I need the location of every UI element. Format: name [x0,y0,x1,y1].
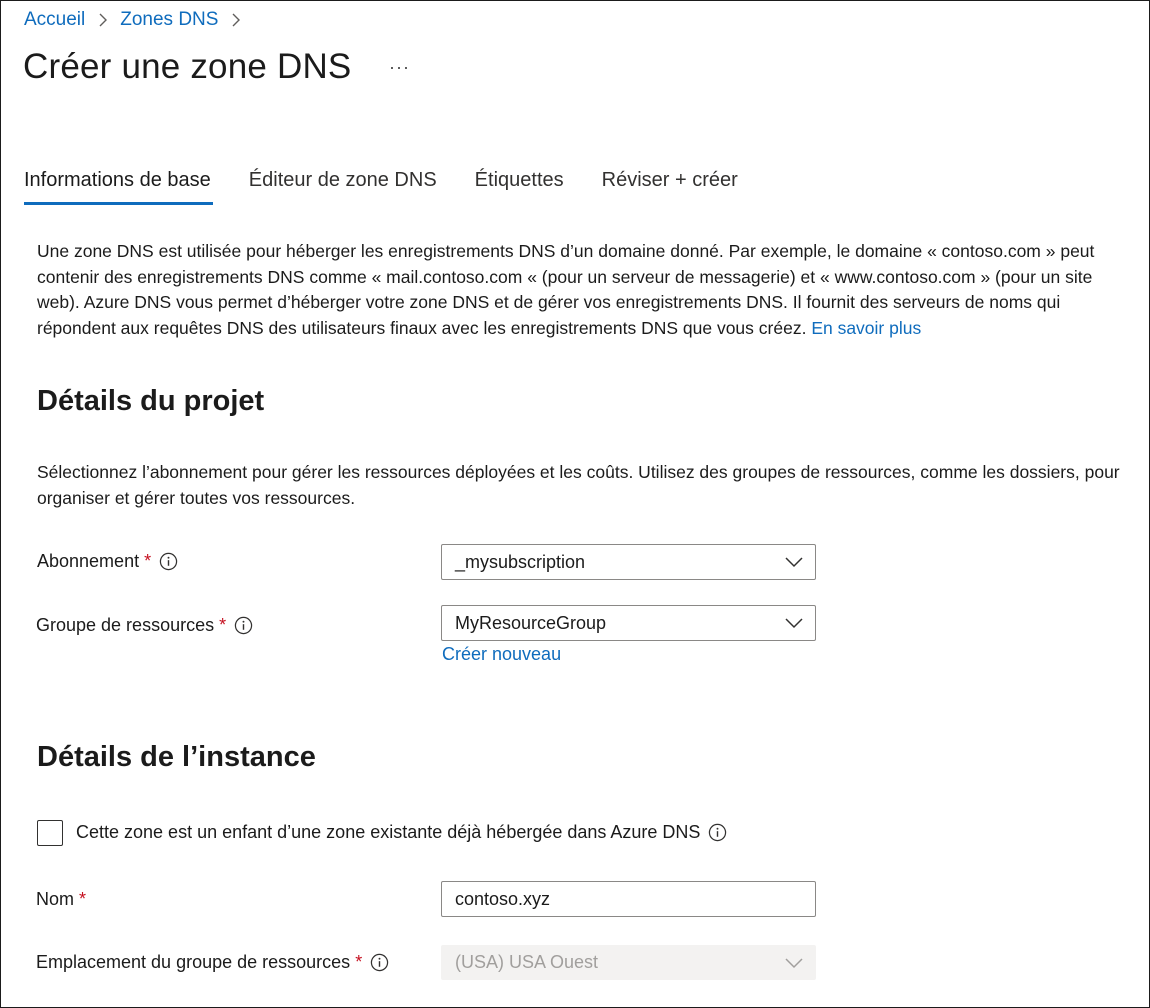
tab-tags[interactable]: Étiquettes [474,169,564,191]
project-details-heading: Détails du projet [37,385,265,417]
child-zone-label-text: Cette zone est un enfant d’une zone existante déjà hébergée dans Azure DNS [76,822,701,842]
location-label-text: Emplacement du groupe de ressources [36,952,351,972]
breadcrumb-home-link[interactable]: Accueil [24,9,86,30]
resource-group-label [36,615,253,636]
chevron-right-icon [230,13,241,27]
chevron-right-icon [97,13,108,27]
name-input[interactable] [441,881,816,917]
subscription-value: _mysubscription [455,551,586,572]
info-icon[interactable] [159,552,178,571]
info-icon[interactable] [234,616,253,635]
location-label [36,952,389,973]
breadcrumb [24,9,253,31]
chevron-down-icon [785,617,803,629]
subscription-dropdown[interactable] [441,544,816,580]
chevron-down-icon [785,556,803,568]
subscription-label-text: Abonnement [37,551,140,571]
resource-group-dropdown[interactable] [441,605,816,641]
tab-dns-zone-editor[interactable]: Éditeur de zone DNS [248,169,437,191]
chevron-down-icon [785,957,803,969]
learn-more-link[interactable]: En savoir plus [811,318,922,339]
breadcrumb-dns-zones-link[interactable]: Zones DNS [120,9,219,30]
instance-details-heading: Détails de l’instance [37,741,316,773]
tab-basics[interactable]: Informations de base [24,169,211,204]
page-title: Créer une zone DNS [23,47,352,86]
required-marker: * [79,889,87,909]
tab-bar [24,169,776,204]
required-marker: * [144,551,152,571]
info-icon[interactable] [370,953,389,972]
create-new-resource-group-link[interactable]: Créer nouveau [442,644,562,664]
info-icon[interactable] [708,823,727,842]
project-details-description: Sélectionnez l’abonnement pour gérer les ressources déployées et les coûts. Utilisez des groupes de ressources, comme les dossiers, pour organiser et gérer toutes vos ressources. [37,462,1120,508]
child-zone-checkbox[interactable] [37,820,63,846]
name-label-text: Nom [36,889,75,909]
intro-description [37,239,1137,342]
name-label [36,889,86,910]
required-marker: * [355,952,363,972]
location-value: (USA) USA Ouest [455,952,599,972]
child-zone-label [76,822,727,843]
more-options-button[interactable]: ··· [389,57,410,77]
intro-text: Une zone DNS est utilisée pour héberger les enregistrements DNS d’un domaine donné. Par exemple, le domaine « contoso.com » peut contenir des enregistrements DNS comme « mail.contoso.com « (pour un serveur de messagerie) et « www.contoso.com » (pour un site web). Azure DNS vous permet d’héberger votre zone DNS et de gérer vos enregistrements DNS. Il fournit des serveurs de noms qui répondent aux requêtes DNS des utilisateurs finaux avec les enregistrements DNS que vous créez. [37,241,1095,339]
required-marker: * [219,615,227,635]
tab-review-create[interactable]: Réviser + créer [601,169,738,191]
resource-group-label-text: Groupe de ressources [36,615,215,635]
location-dropdown [441,945,816,980]
name-input-value: contoso.xyz [455,888,551,909]
resource-group-value: MyResourceGroup [455,612,607,633]
subscription-label [37,551,178,572]
